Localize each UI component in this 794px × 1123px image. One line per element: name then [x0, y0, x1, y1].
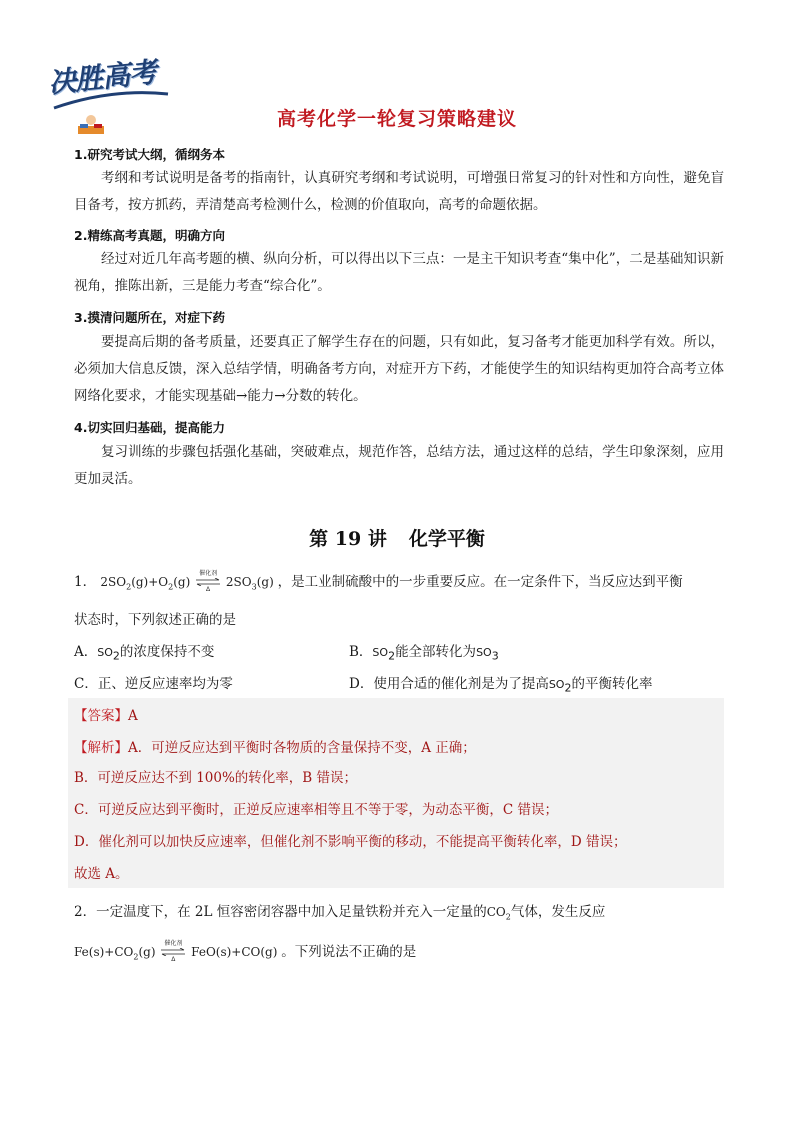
reversible-arrow-icon: 催化剂 Δ — [195, 576, 221, 590]
question-1-equation: $2SO_2(g)+O_2(g)$ 催化剂 Δ $2SO_3(g)$ — [100, 569, 274, 593]
lecture-number: 第 19 讲 — [309, 528, 387, 550]
question-2-stem-tail: 。下列说法不正确的是 — [281, 944, 417, 960]
page-title: 高考化学一轮复习策略建议 — [276, 108, 517, 130]
section-heading-3: 3.摸清问题所在，对症下药 — [74, 310, 225, 325]
analysis-line-3: C．可逆反应达到平衡时，正逆反应速率相等且不等于零，为动态平衡，C 错误； — [74, 802, 558, 818]
section-body-1: 考纲和考试说明是备考的指南针，认真研究考纲和考试说明，可增强日常复习的针对性和方向性，避免盲目备考，按方抓药，弄清楚高考检测什么，检测的价值取向，高考的命题依据。 — [74, 170, 724, 213]
question-1-number: 1． — [74, 574, 97, 590]
section-heading-1: 1.研究考试大纲，循纲务本 — [74, 147, 225, 162]
option-c[interactable]: C．正、逆反应速率均为零 — [74, 676, 233, 692]
option-a[interactable]: A．$SO_2$的浓度保持不变 — [74, 644, 215, 663]
section-heading-4: 4.切实回归基础，提高能力 — [74, 420, 225, 435]
question-2-equation-line — [74, 940, 416, 961]
option-b[interactable]: B．$SO_2$能全部转化为$SO_3$ — [349, 644, 499, 663]
logo-text: 决胜高考 — [46, 55, 158, 100]
section-body-2: 经过对近几年高考题的横、纵向分析，可以得出以下三点：一是主干知识考查“集中化”，二是基础知识新视角，推陈出新，三是能力考查“综合化”。 — [74, 251, 724, 294]
analysis-line-5: 故选 A。 — [74, 866, 129, 882]
question-1-stem-tail: ，是工业制硫酸中的一步重要反应。在一定条件下，当反应达到平衡 — [277, 574, 683, 590]
question-2-equation: $Fe(s)+CO_2(g)$ 催化剂 Δ FeO(s)+CO(g) — [74, 939, 278, 963]
question-2-stem: 2．一定温度下，在 2L 恒容密闭容器中加入足量铁粉并充入一定量的$CO_2$气体，发生反应 — [74, 904, 606, 922]
section-body-4: 复习训练的步骤包括强化基础，突破难点，规范作答，总结方法，通过这样的总结，学生印象深刻，应用更加灵活。 — [74, 444, 724, 487]
section-heading-2: 2.精练高考真题，明确方向 — [74, 228, 225, 243]
question-2-number: 2． — [74, 904, 97, 920]
lecture-title — [0, 524, 794, 551]
analysis-line-1: 【解析】A．可逆反应达到平衡时各物质的含量保持不变，A 正确； — [74, 740, 476, 756]
question-1-stem — [74, 570, 683, 591]
question-1-stem-line2: 状态时，下列叙述正确的是 — [74, 612, 236, 628]
answer-line: 【答案】A — [74, 708, 138, 724]
reversible-arrow-icon: 催化剂 Δ — [160, 946, 186, 960]
section-body-3: 要提高后期的备考质量，还要真正了解学生存在的问题，只有如此，复习备考才能更加科学有效。所以，必须加大信息反馈，深入总结学情，明确备考方向，对症开方下药，才能使学生的知识结构更加符合高考立体网络化要求，才能实现基础→能力→分数的转化。 — [74, 334, 724, 404]
answer-panel — [68, 698, 724, 888]
lecture-name: 化学平衡 — [408, 528, 485, 550]
analysis-line-2: B．可逆反应达不到 100%的转化率，B 错误； — [74, 770, 358, 786]
option-d[interactable]: D．使用合适的催化剂是为了提高$SO_2$的平衡转化率 — [349, 676, 653, 695]
analysis-line-4: D．催化剂可以加快反应速率，但催化剂不影响平衡的移动，不能提高平衡转化率，D 错误； — [74, 834, 627, 850]
